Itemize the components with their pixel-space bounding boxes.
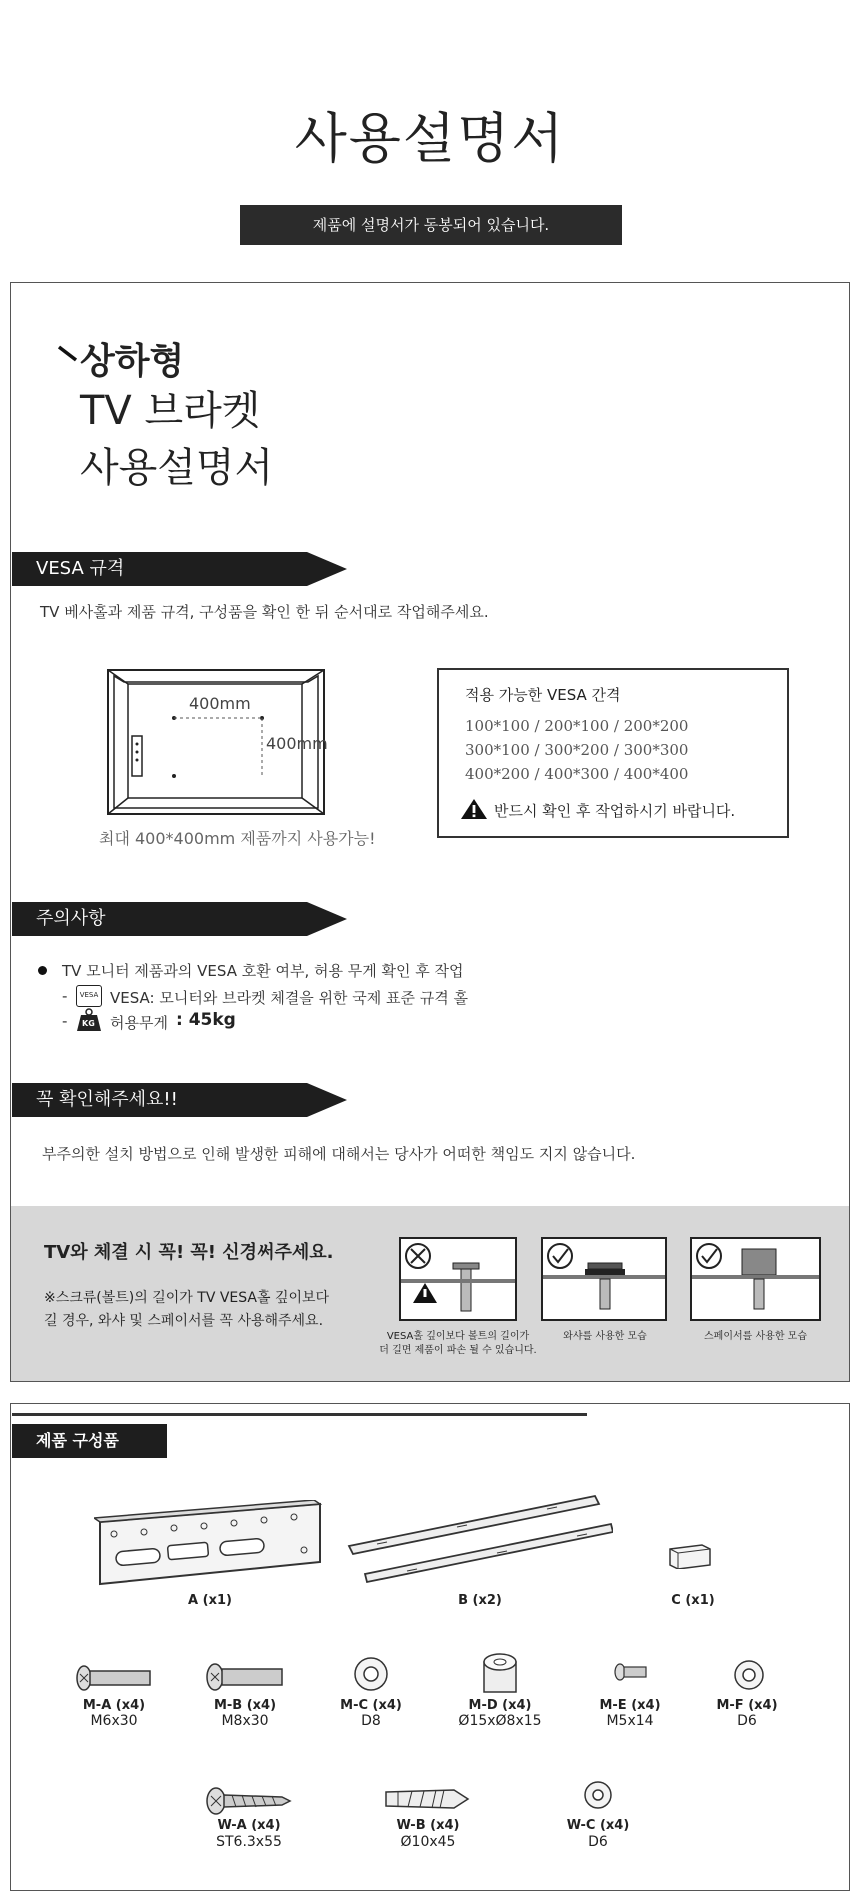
part-mf-spec: D6 <box>737 1713 757 1729</box>
bolt-icon <box>614 1662 648 1682</box>
case-wrong-caption-2: 더 길면 제품이 파손 될 수 있습니다. <box>379 1345 537 1356</box>
case-washer-caption: 와샤를 사용한 모습 <box>563 1331 647 1342</box>
washer-icon <box>353 1656 389 1692</box>
vesa-box-values <box>465 714 688 786</box>
vesa-value-row: 400*200 / 400*300 / 400*400 <box>465 765 689 783</box>
part-a-wall-plate <box>94 1500 326 1586</box>
bolt-icon <box>76 1663 152 1693</box>
wood-screw-icon <box>206 1786 292 1816</box>
case-wrong-caption-1: VESA홀 깊이보다 볼트의 길이가 <box>386 1331 530 1342</box>
part-b-rails <box>347 1494 613 1584</box>
weight-icon-label: KG <box>82 1019 95 1028</box>
part-mb-label: M-B (x4) <box>213 1698 277 1713</box>
case-spacer-box <box>690 1237 821 1321</box>
section-tag-components <box>12 1424 167 1458</box>
bolt-icon <box>206 1661 284 1693</box>
screw-tip-line-1: ※스크류(볼트)의 길이가 TV VESA홀 깊이보다 <box>44 1290 330 1306</box>
warning-icon <box>460 798 488 820</box>
washer-icon <box>583 1780 613 1810</box>
part-me-spec: M5x14 <box>606 1713 654 1729</box>
vesa-warning-text: 반드시 확인 후 작업하시기 바랍니다. <box>494 802 736 820</box>
included-notice-banner: 제품에 설명서가 동봉되어 있습니다. <box>240 205 622 245</box>
page-title: 사용설명서 <box>294 107 566 170</box>
part-wc-label: W-C (x4) <box>566 1818 630 1833</box>
part-wb-label: W-B (x4) <box>396 1818 460 1833</box>
components-top-rule <box>12 1413 587 1416</box>
weight-icon <box>76 1008 102 1032</box>
section-tag-label: 제품 구성품 <box>36 1431 119 1450</box>
spacer-icon <box>478 1652 522 1696</box>
hero-title <box>80 334 184 390</box>
part-wc-spec: D6 <box>588 1834 608 1850</box>
case-wrong-box <box>399 1237 517 1321</box>
section-tag-caution <box>12 902 347 936</box>
section-tag-must-check <box>12 1083 347 1117</box>
hero-line-3: 사용설명서 <box>80 445 274 491</box>
part-c-label: C (x1) <box>671 1593 715 1608</box>
vesa-icon-label: VESA <box>79 991 99 999</box>
liability-disclaimer: 부주의한 설치 방법으로 인해 발생한 피해에 대해서는 당사가 어떠한 책임도 지지 않습니다. <box>42 1145 636 1163</box>
part-a-label: A (x1) <box>188 1593 232 1608</box>
vesa-intro-text: TV 베사홀과 제품 규격, 구성품을 확인 한 뒤 순서대로 작업해주세요. <box>40 603 489 621</box>
case-spacer-caption: 스페이서를 사용한 모습 <box>704 1331 807 1342</box>
part-ma-spec: M6x30 <box>90 1713 138 1729</box>
part-wa-label: W-A (x4) <box>217 1818 281 1833</box>
dash: - <box>62 987 68 1005</box>
bullet-dot <box>38 966 47 975</box>
part-ma-label: M-A (x4) <box>82 1698 146 1713</box>
vesa-icon <box>76 985 102 1007</box>
hero-line-1: 상하형 <box>80 341 185 382</box>
screw-tip-line-2: 길 경우, 와샤 및 스페이서를 꼭 사용해주세요. <box>44 1313 324 1329</box>
section-tag-label: VESA 규격 <box>36 558 125 579</box>
dash: - <box>62 1012 68 1030</box>
vesa-definition-text: VESA: 모니터와 브라켓 체결을 위한 국제 표준 규격 홀 <box>110 989 469 1007</box>
caution-bullet-text: TV 모니터 제품과의 VESA 호환 여부, 허용 무게 확인 후 작업 <box>62 962 464 980</box>
weight-value: : 45kg <box>176 1010 236 1030</box>
wall-anchor-icon <box>384 1782 470 1816</box>
part-c-spacer-block <box>668 1541 712 1569</box>
case-washer-box <box>541 1237 667 1321</box>
part-me-label: M-E (x4) <box>599 1698 661 1713</box>
vesa-box-title: 적용 가능한 VESA 간격 <box>465 686 621 704</box>
weight-label: 허용무게 <box>110 1014 168 1032</box>
part-b-label: B (x2) <box>458 1593 502 1608</box>
vesa-max-caption: 최대 400*400mm 제품까지 사용가능! <box>99 829 376 848</box>
part-mc-spec: D8 <box>361 1713 381 1729</box>
part-mb-spec: M8x30 <box>221 1713 269 1729</box>
part-mf-label: M-F (x4) <box>716 1698 778 1713</box>
part-wa-spec: ST6.3x55 <box>216 1834 282 1850</box>
part-md-spec: Ø15xØ8x15 <box>458 1713 542 1729</box>
vesa-value-row: 300*100 / 300*200 / 300*300 <box>465 741 689 759</box>
vesa-width-label: 400mm <box>189 694 251 713</box>
section-tag-label: 주의사항 <box>36 908 106 929</box>
part-wb-spec: Ø10x45 <box>400 1834 456 1850</box>
section-tag-vesa <box>12 552 347 586</box>
washer-icon <box>733 1659 765 1691</box>
part-mc-label: M-C (x4) <box>340 1698 402 1713</box>
vesa-height-label: 400mm <box>266 734 328 753</box>
part-md-label: M-D (x4) <box>468 1698 532 1713</box>
vesa-value-row: 100*100 / 200*100 / 200*200 <box>465 717 689 735</box>
section-tag-label: 꼭 확인해주세요!! <box>36 1089 178 1110</box>
screw-tip-heading: TV와 체결 시 꼭! 꼭! 신경써주세요. <box>44 1242 334 1263</box>
hero-line-2: TV 브라켓 <box>80 388 261 434</box>
